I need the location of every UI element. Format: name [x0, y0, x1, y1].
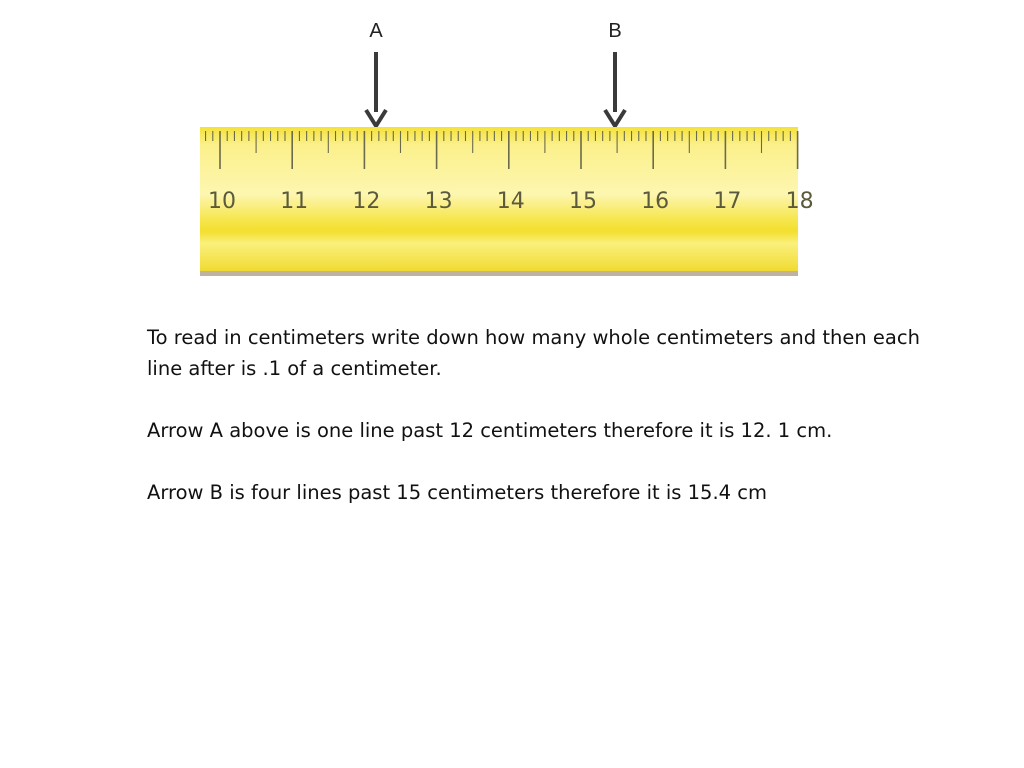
arrow-a [361, 18, 391, 130]
ruler-graphic [200, 127, 814, 276]
instruction-paragraph-1: To read in centimeters write down how many whole centimeters and then each line after is .1 of a centimeter. [147, 326, 920, 380]
ruler-number: 16 [641, 189, 670, 214]
instruction-paragraph-2: Arrow A above is one line past 12 centimeters therefore it is 12. 1 cm. [147, 419, 833, 442]
arrow-b-label: B [608, 20, 622, 42]
instructions [147, 322, 937, 539]
ruler-bottom-edge [200, 271, 798, 276]
ruler-number: 10 [208, 189, 236, 214]
ruler [200, 127, 814, 276]
down-arrow-icon [600, 50, 630, 130]
instruction-paragraph-3: Arrow B is four lines past 15 centimeters therefore it is 15.4 cm [147, 481, 767, 504]
ruler-number: 18 [785, 189, 814, 214]
ruler-number: 13 [424, 189, 453, 214]
arrow-b [600, 18, 630, 130]
ruler-number: 14 [496, 189, 525, 214]
arrow-a-label: A [369, 20, 383, 42]
down-arrow-icon [361, 50, 391, 130]
ruler-number: 11 [280, 189, 309, 214]
ruler-number: 17 [713, 189, 742, 214]
ruler-number: 15 [569, 189, 597, 214]
ruler-number: 12 [352, 189, 381, 214]
